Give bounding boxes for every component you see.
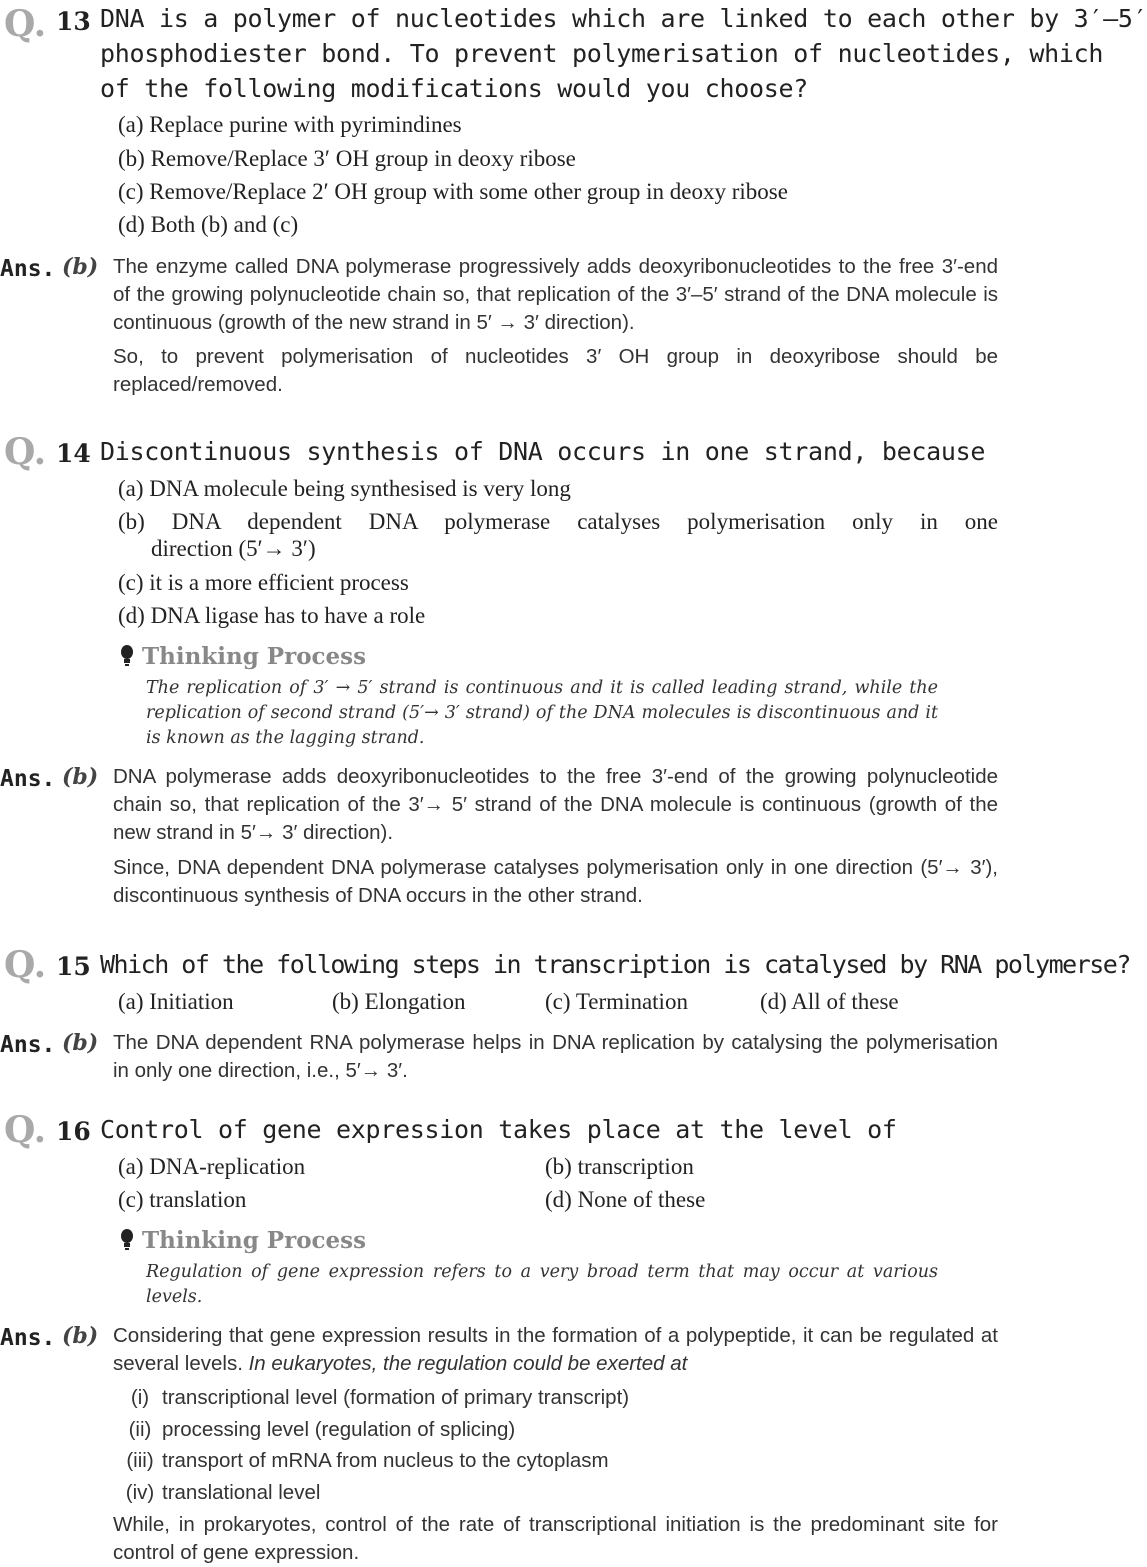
thinking-process-heading <box>120 643 366 670</box>
question-number: 16 <box>56 1117 91 1146</box>
option-d: (d) None of these <box>545 1187 706 1212</box>
thinking-process-title: Thinking Process <box>142 1227 367 1254</box>
question-text-line: phosphodiester bond. To prevent polymerisation of nucleotides, which <box>100 39 1104 68</box>
option-c: (c) it is a more efficient process <box>118 570 409 595</box>
question-mark: Q. <box>4 1109 47 1151</box>
answer-paragraph <box>113 1322 998 1378</box>
lightbulb-icon <box>120 645 134 667</box>
question-mark: Q. <box>4 944 47 986</box>
question-number: 15 <box>56 952 91 981</box>
answer-letter: (b) <box>62 1030 99 1056</box>
option-b: (b) transcription <box>545 1154 694 1179</box>
answer-letter: (b) <box>62 1323 99 1349</box>
option-c: (c) translation <box>118 1187 247 1212</box>
list-item-number: (iii) <box>126 1449 154 1472</box>
list-item <box>118 1447 609 1475</box>
list-item <box>118 1416 515 1444</box>
answer-letter: (b) <box>62 254 99 280</box>
answer-intro-italic: In eukaryotes, the regulation could be exerted at <box>248 1352 688 1375</box>
list-item-text: transcriptional level (formation of primary transcript) <box>162 1386 630 1409</box>
answer-label: Ans. <box>0 1032 56 1058</box>
list-item-number: (iv) <box>125 1481 155 1504</box>
option-a: (a) Initiation <box>118 989 234 1014</box>
question-mark: Q. <box>4 431 47 473</box>
option-b-continuation: direction (5′→ 3′) <box>151 536 316 561</box>
option-d: (d) All of these <box>760 989 899 1014</box>
thinking-process-title: Thinking Process <box>142 643 367 670</box>
answer-conclusion: While, in prokaryotes, control of the rate of transcriptional initiation is the predominant site for control of gene expression. <box>113 1513 998 1564</box>
answer-label: Ans. <box>0 256 56 282</box>
option-a: (a) Replace purine with pyrimindines <box>118 112 462 137</box>
option-c: (c) Termination <box>545 989 688 1014</box>
question-text-line: DNA is a polymer of nucleotides which are linked to each other by 3′–5′ <box>100 4 1147 33</box>
list-item-text: translational level <box>162 1481 321 1504</box>
option-b: (b) Remove/Replace 3′ OH group in deoxy ribose <box>118 146 576 171</box>
list-item-text: processing level (regulation of splicing) <box>162 1418 516 1441</box>
answer-letter: (b) <box>62 764 99 790</box>
option-a: (a) DNA molecule being synthesised is very long <box>118 476 571 501</box>
answer-paragraph: So, to prevent polymerisation of nucleotides 3′ OH group in deoxyribose should be replaced/removed. <box>113 345 998 396</box>
question-text: Control of gene expression takes place at the level of <box>100 1115 897 1144</box>
question-number: 14 <box>56 439 91 468</box>
question-mark: Q. <box>4 3 47 45</box>
list-item <box>118 1384 629 1412</box>
option-d: (d) Both (b) and (c) <box>118 212 299 237</box>
answer-paragraph: The DNA dependent RNA polymerase helps in DNA replication by catalysing the polymerisation in only one direction, i.e., 5′→ 3′. <box>113 1031 998 1082</box>
question-number: 13 <box>56 7 91 36</box>
answer-paragraph: Since, DNA dependent DNA polymerase catalyses polymerisation only in one direction (5′→ 3′), discontinuous synthesis of DNA occurs in the other strand. <box>113 856 998 907</box>
thinking-process-body: Regulation of gene expression refers to a very broad term that may occur at various levels. <box>146 1262 938 1307</box>
list-item-number: (i) <box>130 1386 150 1409</box>
answer-body <box>113 253 998 399</box>
option-b: (b) DNA dependent DNA polymerase catalyses polymerisation only in one <box>118 509 998 534</box>
thinking-process-body: The replication of 3′ → 5′ strand is continuous and it is called leading strand, while the replication of second strand (5′→ 3′ strand) of the DNA molecules is discontinuous and it is known as the lagging strand. <box>146 678 938 748</box>
answer-paragraph: The enzyme called DNA polymerase progressively adds deoxyribonucleotides to the free 3′-end of the growing polynucleotide chain so, that replication of the 3′–5′ strand of the DNA molecule is continuous (growth of the new strand in 5′ → 3′ direction). <box>113 255 998 334</box>
option-c: (c) Remove/Replace 2′ OH group with some other group in deoxy ribose <box>118 179 788 204</box>
answer-body <box>113 1029 998 1085</box>
list-item-number: (ii) <box>128 1418 152 1441</box>
lightbulb-icon <box>120 1229 134 1251</box>
option-a: (a) DNA-replication <box>118 1154 306 1179</box>
thinking-process-heading <box>120 1227 366 1254</box>
answer-label: Ans. <box>0 1325 56 1351</box>
list-item <box>118 1479 320 1507</box>
answer-body <box>113 1322 998 1378</box>
list-item-text: transport of mRNA from nucleus to the cytoplasm <box>162 1449 609 1472</box>
answer-paragraph: DNA polymerase adds deoxyribonucleotides to the free 3′-end of the growing polynucleotide chain so, that replication of the 3′→ 5′ strand of the DNA molecule is continuous (growth of the new strand in 5′→ 3′ direction). <box>113 765 998 844</box>
option-b: (b) Elongation <box>332 989 466 1014</box>
answer-label: Ans. <box>0 766 56 792</box>
question-text: Discontinuous synthesis of DNA occurs in one strand, because <box>100 437 986 466</box>
answer-body <box>113 763 998 910</box>
answer-intro: Considering that gene expression results in the formation of a polypeptide, it can be regulated at several levels. <box>113 1324 998 1375</box>
question-text-line: of the following modifications would you choose? <box>100 74 809 103</box>
question-text: Which of the following steps in transcription is catalysed by RNA polymerse? <box>100 950 1130 979</box>
option-d: (d) DNA ligase has to have a role <box>118 603 426 628</box>
